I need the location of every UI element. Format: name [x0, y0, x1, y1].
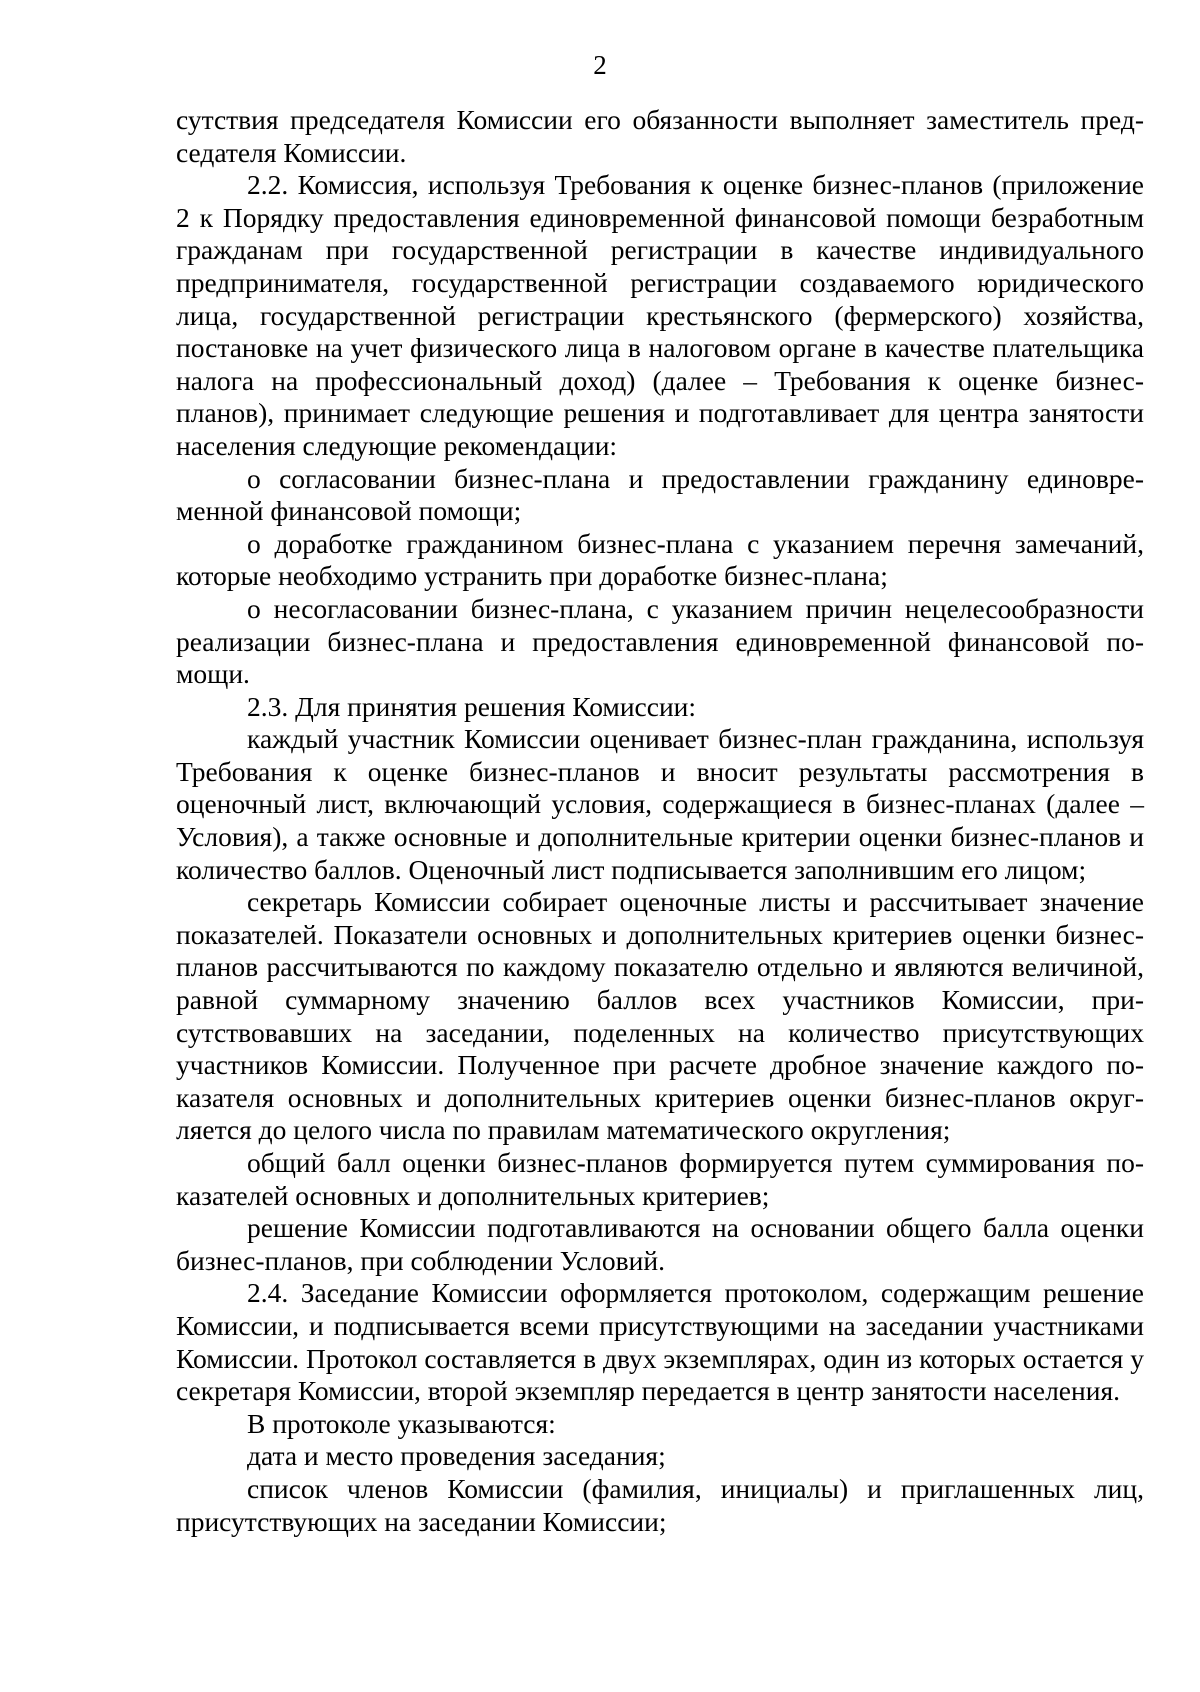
paragraph-item-revision: о доработке гражданином бизнес-плана с указанием перечня замечаний, которые необходимо устранить при доработке бизнес-плана; [176, 527, 1144, 592]
paragraph-decision-basis: решение Комиссии подготавливаются на основании общего балла оценки бизнес-планов, при соблюдении Условий. [176, 1212, 1144, 1276]
paragraph-member-evaluation: каждый участник Комиссии оценивает бизнес-план гражданина, используя Требования к оценке бизнес-планов и вносит результаты рассмотрения в оценочный лист, включающий условия, содержащиеся в бизнес-планах (далее – Условия), а также основные и дополнительные критерии оценки бизнес-планов и количество баллов. Оценочный лист подписывается заполнившим его лицом; [176, 723, 1144, 885]
paragraph-protocol-date-place: дата и место проведения заседания; [247, 1440, 666, 1472]
paragraph-2-4: 2.4. Заседание Комиссии оформляется протоколом, содержащим решение Комиссии, и подписывается всеми присутствующими на заседании участниками Комиссии. Протокол составляется в двух экземплярах, один из которых остается у секретаря Комиссии, второй экземпляр передается в центр занятости населения. [176, 1277, 1144, 1407]
paragraph-protocol-contents: В протоколе указываются: [247, 1407, 556, 1439]
paragraph-continuation: сутствия председателя Комиссии его обязанности выполняет заместитель председателя Комиссии. [176, 104, 1144, 168]
page-number: 2 [593, 50, 607, 80]
paragraph-total-score: общий балл оценки бизнес-планов формируется путем суммирования показателей основных и дополнительных критериев; [176, 1147, 1144, 1211]
paragraph-secretary-calculation: секретарь Комиссии собирает оценочные листы и рассчитывает значение показателей. Показатели основных и дополнительных критериев оценки бизнес-планов рассчитываются по каждому показателю отдельно и являются величиной, равной суммарному значению баллов всех участников Комиссии, присутствовавших на заседании, поделенных на количество присутствующих участников Комиссии. Полученное при расчете дробное значение каждого показателя основных и дополнительных критериев оценки бизнес-планов округляется до целого числа по правилам математического округления; [176, 886, 1144, 1146]
paragraph-item-rejection: о несогласовании бизнес-плана, с указанием причин нецелесообразности реализации бизнес-плана и предоставления единовременной финансовой помощи. [176, 592, 1144, 690]
paragraph-2-3: 2.3. Для принятия решения Комиссии: [247, 690, 697, 722]
paragraph-2-2: 2.2. Комиссия, используя Требования к оценке бизнес-планов (приложение 2 к Порядку предоставления единовременной финансовой помощи безработным гражданам при государственной регистрации в качестве индивидуального предпринимателя, государственной регистрации создаваемого юридического лица, государственной регистрации крестьянского (фермерского) хозяйства, постановке на учет физического лица в налоговом органе в качестве плательщика налога на профессиональный доход) (далее – Требования к оценке бизнес-планов), принимает следующие решения и подготавливает для центра занятости населения следующие рекомендации: [176, 169, 1144, 461]
paragraph-protocol-attendees: список членов Комиссии (фамилия, инициалы) и приглашенных лиц, присутствующих на заседании Комиссии; [176, 1472, 1144, 1537]
paragraph-item-approval: о согласовании бизнес-плана и предоставлении гражданину единовременной финансовой помощи; [176, 462, 1144, 527]
document-body [176, 104, 1144, 1538]
